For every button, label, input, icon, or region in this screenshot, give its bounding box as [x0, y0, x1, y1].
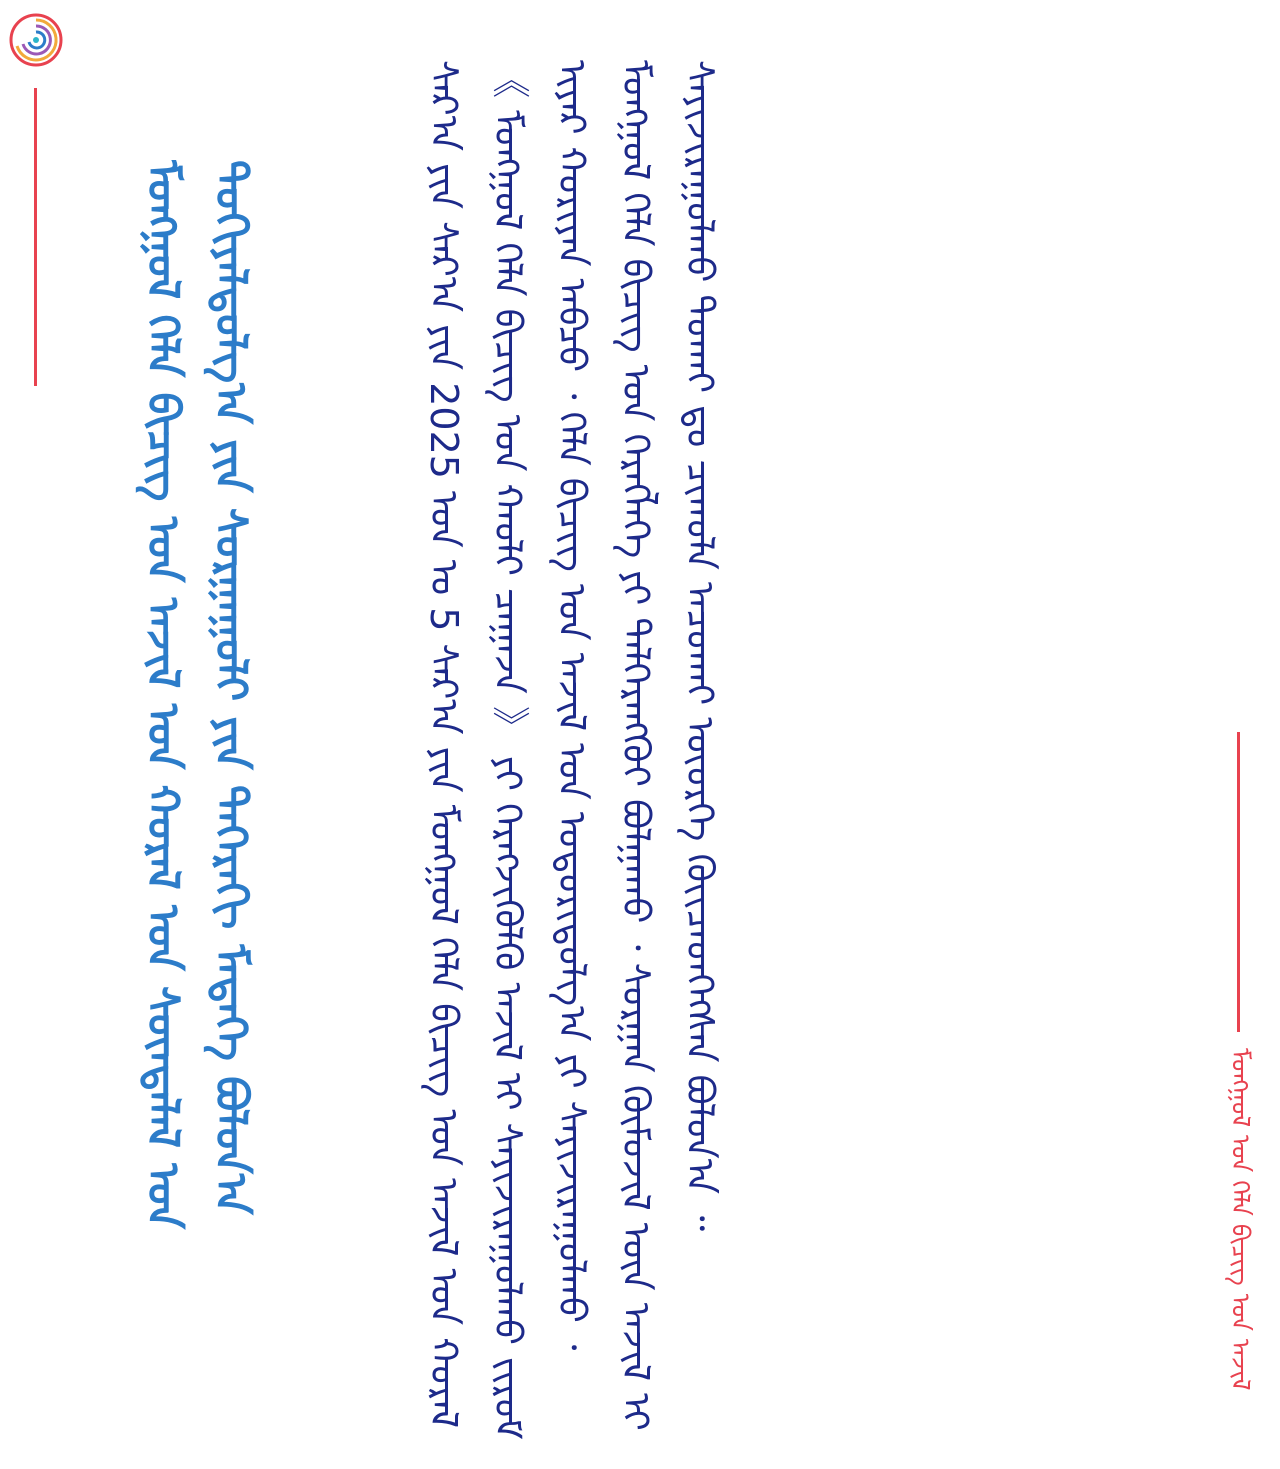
caption-divider	[1237, 732, 1240, 1032]
spiral-logo-icon	[8, 12, 64, 68]
page-heading: ᠮᠣᠩᠭᠣᠯ ᠬᠡᠯᠡ ᠪᠢᠴᠢᠭ ᠤᠨ ᠠᠵᠢᠯ ᠤᠨ ᠬᠤᠷᠠᠯ ᠤᠨ ᠰᠦᠨᠳᠡᠯᠡᠯ ᠤᠨ ᠲᠣᠬᠢᠶᠠᠯᠳᠤᠯᠭ᠎ᠠ ᠶᠢᠨ ᠰᠤᠷᠭᠠᠭᠤᠯᠢ ᠶᠢᠨ ᠳᠡᠭᠡᠷᠡᠬᠢ ᠮᠡᠳᠡᠭᠡ ᠪᠣᠯᠤᠨ᠎ᠠ	[137, 160, 256, 1229]
side-caption: ᠮᠣᠩᠭᠣᠯ ᠤᠨ ᠬᠡᠯᠡ ᠪᠢᠴᠢᠭ ᠤᠨ ᠠᠵᠢᠯ	[1226, 1048, 1255, 1391]
left-divider	[34, 88, 37, 386]
body-paragraph: ᠰᠠᠷ᠎ᠠ ᠶᠢᠨ ᠰᠠᠷ᠎ᠠ ᠶᠢᠨ 2025 ᠣᠨ ᠤ 5 ᠰᠠᠷ᠎ᠠ ᠶᠢᠨ ᠮᠣᠩᠭᠣᠯ ᠬᠡᠯᠡ ᠪᠢᠴᠢᠭ ᠤᠨ ᠠᠵᠢᠯ ᠤᠨ ᠬᠤᠷᠠᠯ 《 ᠮᠣᠩᠭᠣᠯ ᠬᠡᠯᠡ ᠪᠢᠴᠢᠭ ᠤᠨ ᠬᠠᠤᠯᠢ ᠴᠠᠭᠠᠵᠠ 》 ᠶᠢ ᠬᠡᠷᠡᠭᠵᠢᠭᠦᠯᠬᠦ ᠠᠵᠢᠯ ᠢ ᠰᠠᠶᠢᠵᠢᠷᠠᠭᠤᠯᠬᠤ ᠵᠢᠷᠤᠮ ᠢᠶᠠᠷ ᠬᠣᠷᠢᠶᠠᠨ ᠠᠪᠴᠤ ᠂ ᠬᠡᠯᠡ ᠪᠢᠴᠢᠭ ᠤᠨ ᠠᠵᠢᠯ ᠤᠨ ᠤᠳᠤᠷᠢᠳᠤᠯᠭ᠎ᠠ ᠶᠢ ᠰᠠᠶᠢᠵᠢᠷᠠᠭᠤᠯᠬᠤ ᠂ ᠮᠣᠩᠭᠣᠯ ᠬᠡᠯᠡ ᠪᠢᠴᠢᠭ ᠤᠨ ᠬᠡᠷᠡᠭᠯᠡᠭᠡ ᠶᠢ ᠳᠡᠯᠭᠡᠷᠡᠩᠭᠦᠢ ᠪᠣᠯᠭᠠᠬᠤ ᠂ ᠰᠤᠷᠭᠠᠨ ᠬᠦᠮᠦᠵᠢᠯ ᠦᠨ ᠠᠵᠢᠯ ᠢ ᠰᠠᠶᠢᠵᠢᠷᠠᠭᠤᠯᠬᠤ ᠲᠤᠬᠠᠢ ᠳᠤ ᠴᠢᠬᠤᠯᠠ ᠠᠴᠤᠬᠠᠢ ᠦᠦᠷᠭᠡ ᠭᠦᠢᠴᠡᠳᠬᠡᠭᠰᠡᠨ ᠪᠣᠯᠤᠨ᠎ᠠ ᠃	[422, 60, 722, 1440]
